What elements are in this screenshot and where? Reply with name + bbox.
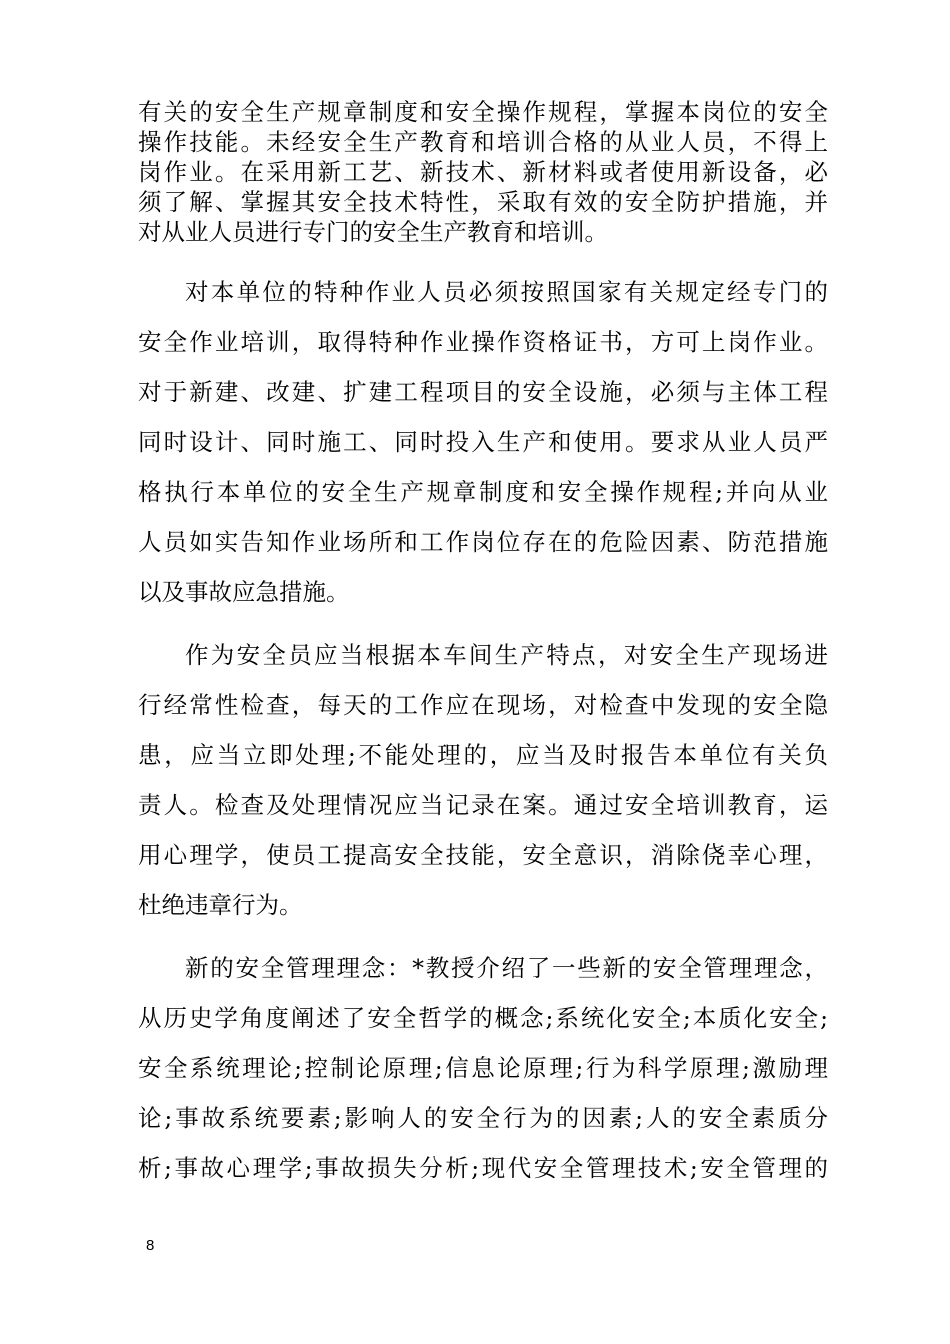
text-line: 岗作业。在采用新工艺、新技术、新材料或者使用新设备，必 xyxy=(138,158,828,186)
text-line: 用心理学，使员工提高安全技能，安全意识，消除侥幸心理， xyxy=(138,841,828,869)
text-line: 对本单位的特种作业人员必须按照国家有关规定经专门的 xyxy=(185,278,828,306)
text-line: 以及事故应急措施。 xyxy=(138,578,350,606)
text-line: 格执行本单位的安全生产规章制度和安全操作规程;并向从业 xyxy=(138,478,828,506)
page-number: 8 xyxy=(146,1237,155,1254)
text-line: 作为安全员应当根据本车间生产特点，对安全生产现场进 xyxy=(185,641,828,669)
text-line: 安全作业培训，取得特种作业操作资格证书，方可上岗作业。 xyxy=(138,328,828,356)
text-line: 患，应当立即处理;不能处理的，应当及时报告本单位有关负 xyxy=(138,741,828,769)
text-line: 杜绝违章行为。 xyxy=(138,891,303,919)
text-line: 同时设计、同时施工、同时投入生产和使用。要求从业人员严 xyxy=(138,428,828,456)
text-line: 有关的安全生产规章制度和安全操作规程，掌握本岗位的安全 xyxy=(138,98,828,126)
text-line: 论;事故系统要素;影响人的安全行为的因素;人的安全素质分 xyxy=(138,1104,828,1132)
text-line: 人员如实告知作业场所和工作岗位存在的危险因素、防范措施 xyxy=(138,528,828,556)
paragraph-continued xyxy=(138,97,828,247)
text-line: 对于新建、改建、扩建工程项目的安全设施，必须与主体工程 xyxy=(138,378,828,406)
text-line: 责人。检查及处理情况应当记录在案。通过安全培训教育，运 xyxy=(138,791,828,819)
text-line: 安全系统理论;控制论原理;信息论原理;行为科学原理;激励理 xyxy=(138,1054,828,1082)
text-line: 析;事故心理学;事故损失分析;现代安全管理技术;安全管理的 xyxy=(138,1154,828,1182)
text-line: 操作技能。未经安全生产教育和培训合格的从业人员，不得上 xyxy=(138,128,828,156)
paragraph-safety-officer xyxy=(138,630,828,930)
text-line: 新的安全管理理念：*教授介绍了一些新的安全管理理念， xyxy=(185,954,828,982)
text-line: 从历史学角度阐述了安全哲学的概念;系统化安全;本质化安全; xyxy=(138,1004,828,1032)
paragraph-management-concepts xyxy=(138,943,828,1193)
paragraph-special-operations xyxy=(138,267,828,617)
text-line: 行经常性检查，每天的工作应在现场，对检查中发现的安全隐 xyxy=(138,691,828,719)
text-line: 须了解、掌握其安全技术特性，采取有效的安全防护措施，并 xyxy=(138,188,828,216)
text-line: 对从业人员进行专门的安全生产教育和培训。 xyxy=(138,218,608,246)
